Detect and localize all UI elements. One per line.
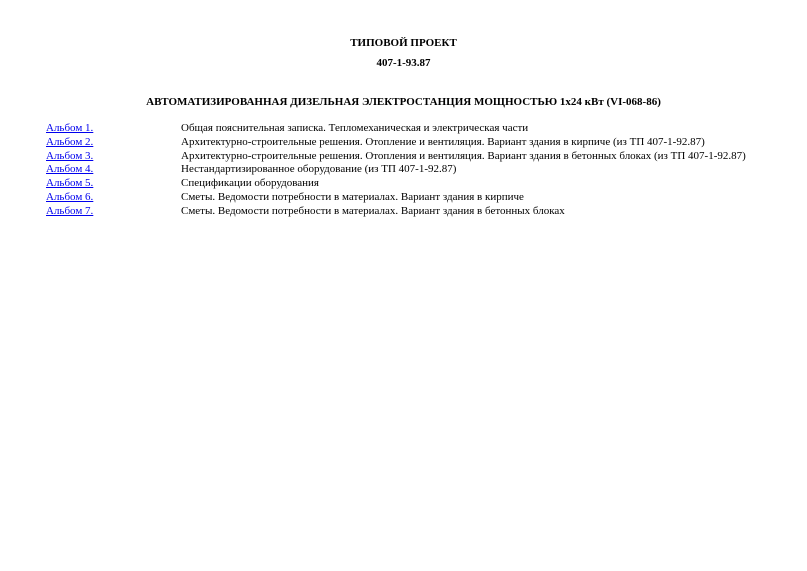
album-row (46, 136, 786, 150)
album-7-description: Сметы. Ведомости потребности в материалах. Вариант здания в бетонных блоках (181, 204, 565, 217)
album-list (46, 122, 786, 219)
album-4-link[interactable]: Альбом 4. (46, 163, 94, 176)
album-4-description: Нестандартизированное оборудование (из ТП 407-1-92.87) (181, 163, 457, 176)
album-row (46, 191, 786, 205)
album-1-link[interactable]: Альбом 1. (46, 122, 94, 134)
document-type-heading: ТИПОВОЙ ПРОЕКТ (350, 37, 457, 49)
album-row (46, 150, 786, 164)
album-2-link[interactable]: Альбом 2. (46, 135, 94, 148)
album-7-link[interactable]: Альбом 7. (46, 204, 94, 217)
project-title-heading: АВТОМАТИЗИРОВАННАЯ ДИЗЕЛЬНАЯ ЭЛЕКТРОСТАНЦИЯ МОЩНОСТЬЮ 1х24 кВт (VI-068-86) (146, 96, 661, 108)
album-3-link[interactable]: Альбом 3. (46, 149, 94, 162)
album-1-description: Общая пояснительная записка. Тепломеханическая и электрическая части (181, 122, 529, 134)
album-6-description: Сметы. Ведомости потребности в материалах. Вариант здания в кирпиче (181, 190, 524, 203)
album-row (46, 122, 786, 136)
album-row (46, 163, 786, 177)
album-6-link[interactable]: Альбом 6. (46, 190, 94, 203)
album-5-description: Спецификации оборудования (181, 177, 319, 190)
project-number-heading: 407-1-93.87 (376, 57, 431, 69)
album-2-description: Архитектурно-строительные решения. Отопление и вентиляция. Вариант здания в кирпиче (из ТП 407-1-92.87) (181, 135, 705, 148)
album-row (46, 205, 786, 219)
album-row (46, 177, 786, 191)
album-3-description: Архитектурно-строительные решения. Отопления и вентиляция. Вариант здания в бетонных блоках (из ТП 407-1-92.87) (181, 149, 746, 162)
album-5-link[interactable]: Альбом 5. (46, 177, 94, 190)
